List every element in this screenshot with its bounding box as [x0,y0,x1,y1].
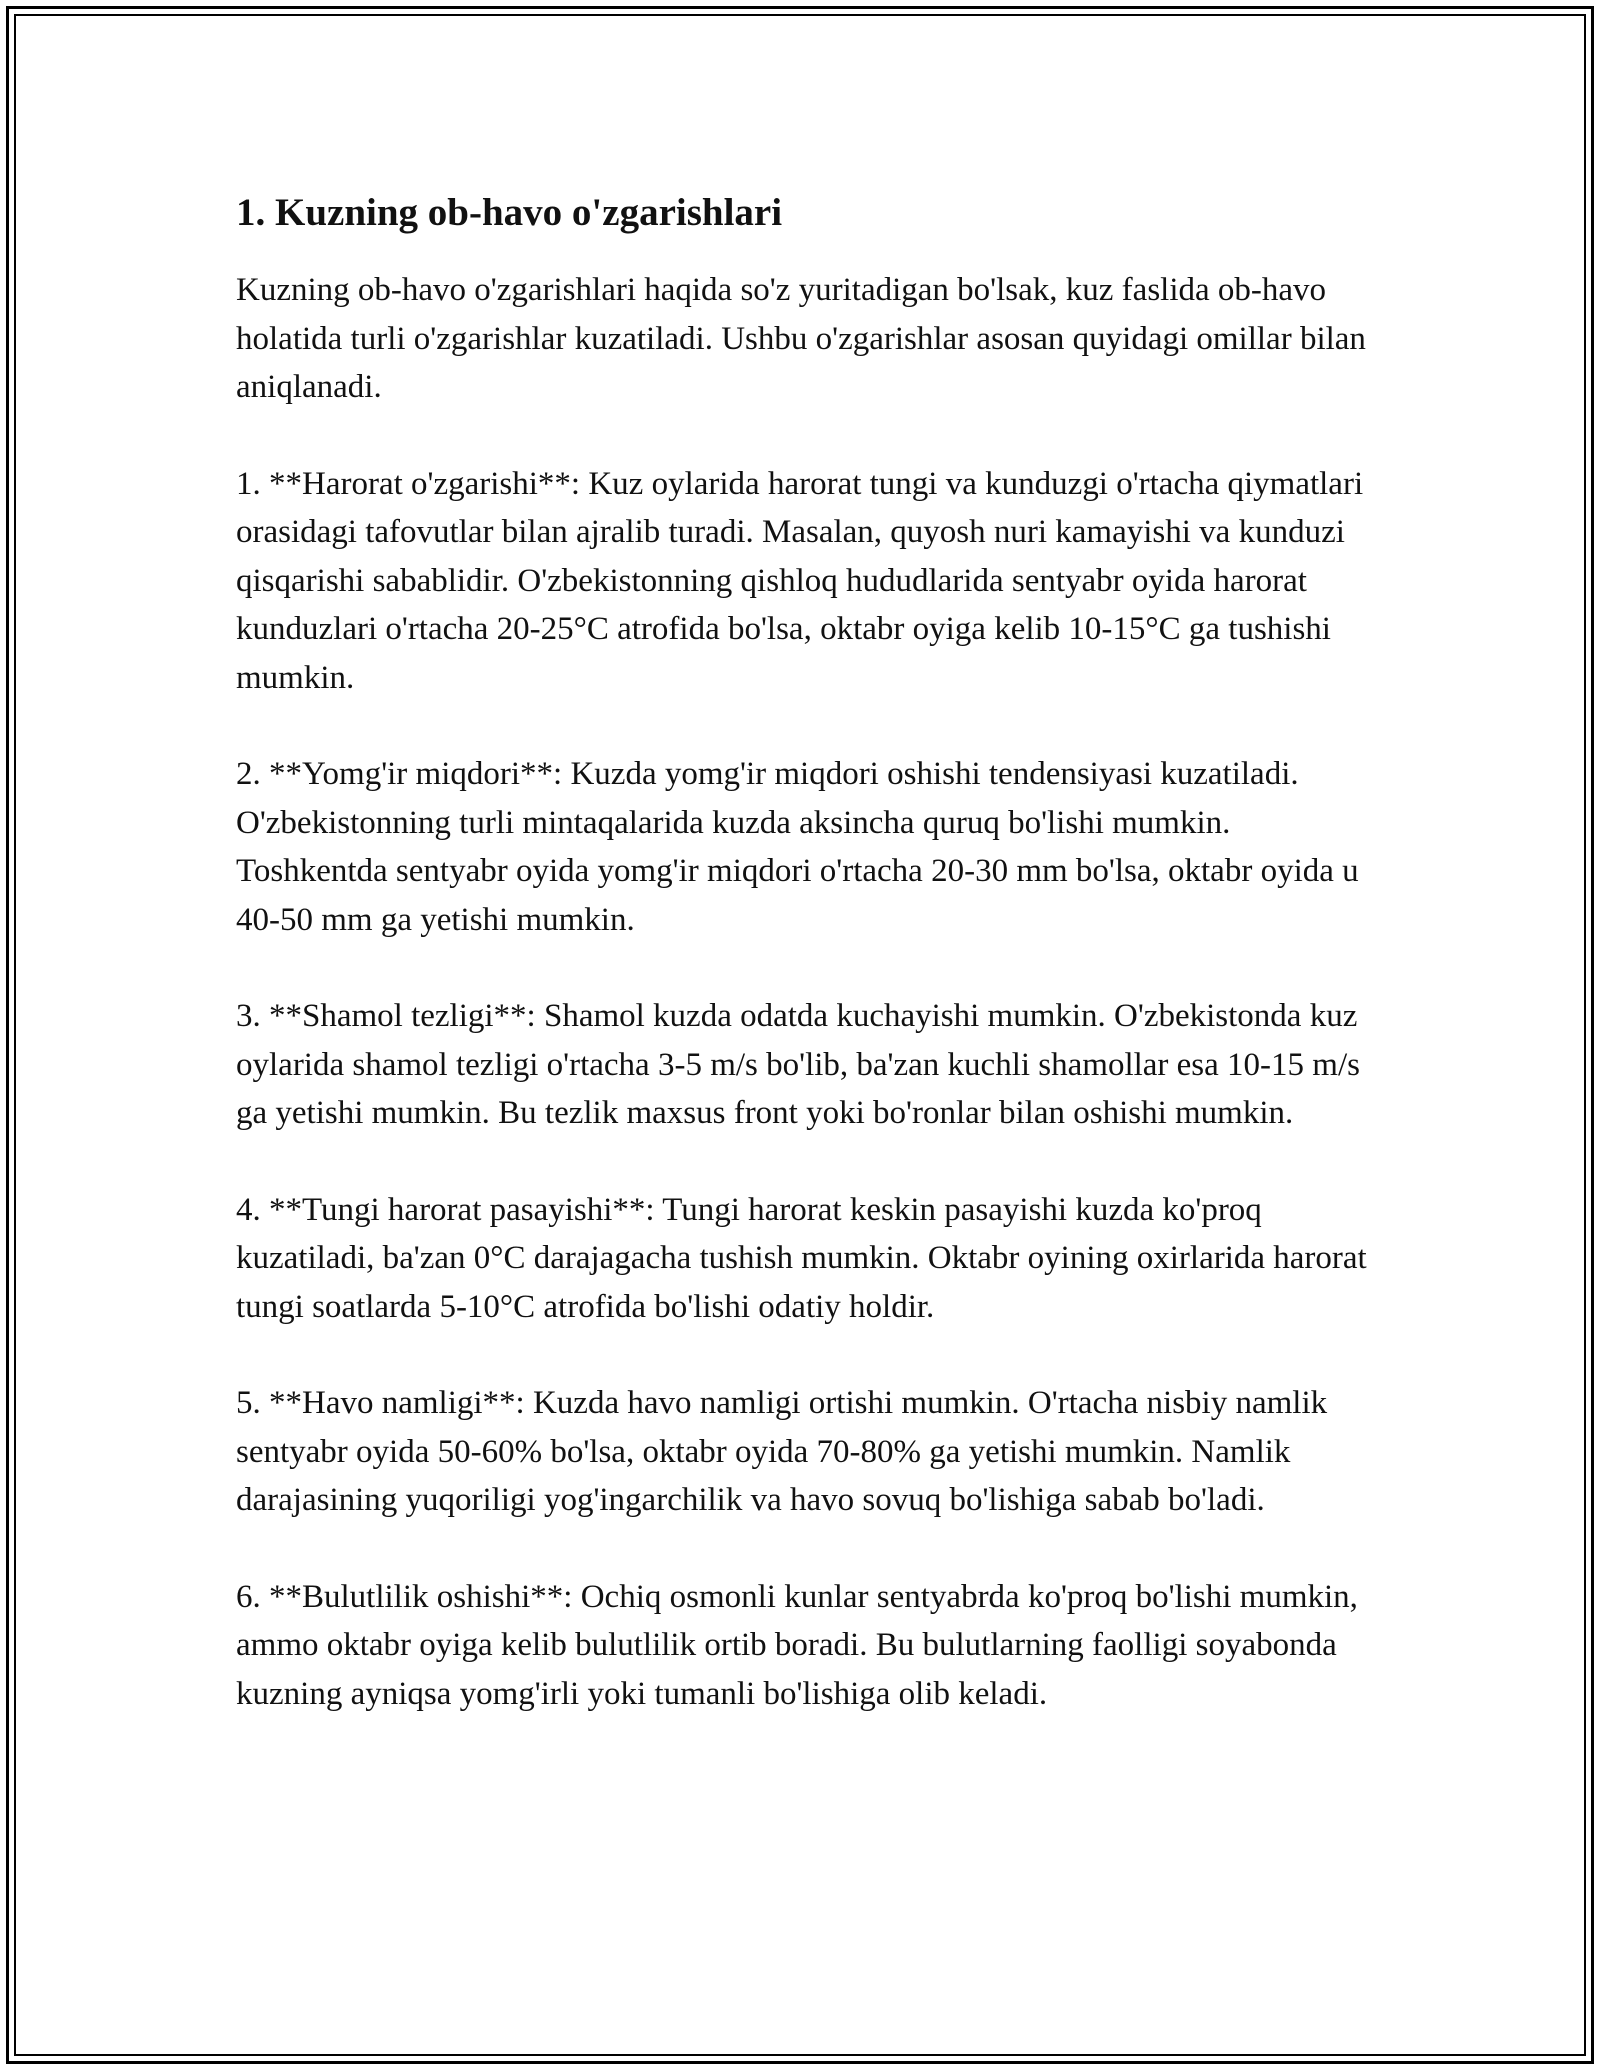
paragraph-humidity: 5. **Havo namligi**: Kuzda havo namligi ortishi mumkin. O'rtacha nisbiy namlik sentyabr oyida 50-60% bo'lsa, oktabr oyida 70-80% ga yetishi mumkin. Namlik darajasining yuqoriligi yog'ingarchilik va havo sovuq bo'lishiga sabab bo'ladi. [236,1385,1328,1518]
paragraph-wind: 3. **Shamol tezligi**: Shamol kuzda odatda kuchayishi mumkin. O'zbekistonda kuz oylarida shamol tezligi o'rtacha 3-5 m/s bo'lib, ba'zan kuchli shamollar esa 10-15 m/s ga yetishi mumkin. Bu tezlik maxsus front yoki bo'ronlar bilan oshishi mumkin. [236,998,1360,1131]
paragraph-cloudiness: 6. **Bulutlilik oshishi**: Ochiq osmonli kunlar sentyabrda ko'proq bo'lishi mumkin, ammo oktabr oyiga kelib bulutlilik ortib boradi. Bu bulutlarning faolligi soyabonda kuzning ayniqsa yomg'irli yoki tumanli bo'lishiga olib keladi. [236,1578,1358,1712]
paragraph-rainfall: 2. **Yomg'ir miqdori**: Kuzda yomg'ir miqdori oshishi tendensiyasi kuzatiladi. O'zbekistonning turli mintaqalarida kuzda aksincha quruq bo'lishi mumkin. Toshkentda sentyabr oyida yomg'ir miqdori o'rtacha 20-30 mm bo'lsa, oktabr oyida u 40-50 mm ga yetishi mumkin. [236,756,1359,938]
section-heading: 1. Kuzning ob-havo o'zgarishlari [236,191,783,234]
paragraph-night-temperature: 4. **Tungi harorat pasayishi**: Tungi harorat keskin pasayishi kuzda ko'proq kuzatiladi, ba'zan 0°C darajagacha tushish mumkin. Oktabr oyining oxirlarida harorat tungi soatlarda 5-10°C atrofida bo'lishi odatiy holdir. [236,1191,1367,1325]
paragraph-temperature: 1. **Harorat o'zgarishi**: Kuz oylarida harorat tungi va kunduzgi o'rtacha qiymatlari orasidagi tafovutlar bilan ajralib turadi. Masalan, quyosh nuri kamayishi va kunduzi qisqarishi sabablidir. O'zbekistonning qishloq hududlarida sentyabr oyida harorat kunduzlari o'rtacha 20-25°C atrofida bo'lsa, oktabr oyiga kelib 10-15°C ga tushishi mumkin. [236,465,1364,696]
intro-paragraph: Kuzning ob-havo o'zgarishlari haqida so'z yuritadigan bo'lsak, kuz faslida ob-havo holatida turli o'zgarishlar kuzatiladi. Ushbu o'zgarishlar asosan quyidagi omillar bilan aniqlanadi. [236,272,1366,405]
document-body [236,186,1386,1766]
